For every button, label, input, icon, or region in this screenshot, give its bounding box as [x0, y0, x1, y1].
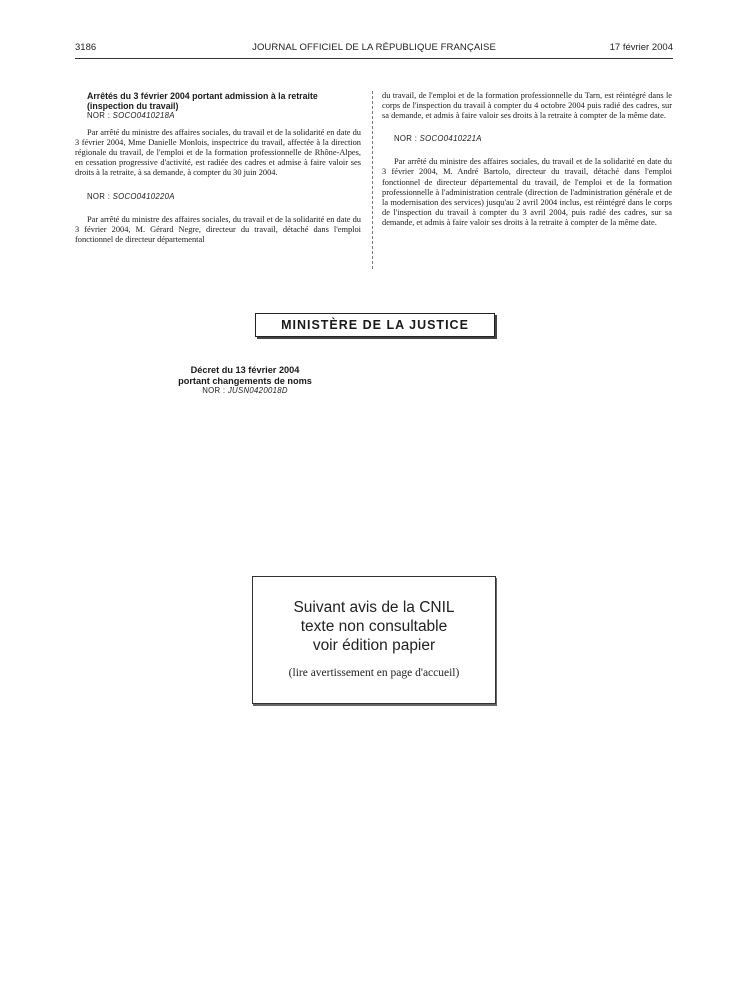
- ministry-heading: MINISTÈRE DE LA JUSTICE: [255, 313, 495, 337]
- nor-label: NOR :: [202, 386, 226, 395]
- cnil-notice-box: [252, 576, 496, 704]
- nor-code: SOCO0410221A: [419, 134, 482, 144]
- nor-label: NOR :: [87, 111, 111, 120]
- nor-code: SOCO0410220A: [112, 191, 175, 201]
- decret-title-line1: Décret du 13 février 2004: [190, 365, 300, 375]
- nor-reference: [115, 386, 375, 395]
- issue-date: 17 février 2004: [609, 42, 673, 53]
- article-title-line2: (inspection du travail): [87, 101, 179, 111]
- left-column: [75, 91, 361, 245]
- right-column: [382, 91, 672, 228]
- paragraph: Par arrêté du ministre des affaires sociales, du travail et de la solidarité en date du 3 février 2004, M. André Bartolo, directeur du travail, détaché dans l'emploi fonctionnel de directeur départemental du travail, de l'emploi et de la formation professionnelle à l'administration centrale (direction de l'administration générale et de la modernisation des services) jusqu'au 2 avril 2004 inclus, est réintégré dans le corps de l'inspection du travail à compter du 3 avril 2004, puis radié des cadres, sur sa demande, et admis à faire valoir ses droits à la retraite à compter de la même date.: [382, 157, 672, 227]
- nor-reference: [75, 111, 361, 121]
- page-number: 3186: [75, 42, 97, 53]
- nor-code: JUSN0420018D: [227, 386, 288, 395]
- column-separator: [372, 91, 373, 269]
- nor-reference: [382, 134, 672, 144]
- cnil-line1: Suivant avis de la CNIL: [293, 599, 455, 616]
- nor-label: NOR :: [394, 134, 418, 144]
- nor-code: SOCO0410218A: [112, 111, 175, 120]
- cnil-line3: voir édition papier: [312, 637, 436, 654]
- header-rule: [75, 58, 673, 59]
- cnil-line2: texte non consultable: [300, 618, 448, 635]
- paragraph: Par arrêté du ministre des affaires sociales, du travail et de la solidarité en date du 3 février 2004, Mme Danielle Monlois, inspectrice du travail, affectée à la direction régionale du travail, de l'emploi et de la formation professionnelle de Rhône-Alpes, en cessation progressive d'activité, est radiée des cadres et admise à faire valoir ses droits à la retraite, à sa demande, à compter du 30 juin 2004.: [75, 128, 361, 178]
- cnil-note: (lire avertissement en page d'accueil): [288, 667, 460, 679]
- nor-reference: [75, 192, 361, 202]
- article-title-line1: Arrêtés du 3 février 2004 portant admission à la retraite: [87, 91, 318, 101]
- paragraph-continued: du travail, de l'emploi et de la formation professionnelle du Tarn, est réintégré dans le corps de l'inspection du travail à compter du 4 octobre 2004 puis radié des cadres, sur sa demande, et admis à faire valoir ses droits à la retraite à compter de la même date.: [382, 91, 672, 121]
- paragraph: Par arrêté du ministre des affaires sociales, du travail et de la solidarité en date du 3 février 2004, M. Gérard Negre, directeur du travail, détaché dans l'emploi fonctionnel de directeur départemental: [75, 214, 361, 244]
- decret-heading: [115, 365, 375, 395]
- journal-title: JOURNAL OFFICIEL DE LA RÉPUBLIQUE FRANÇAISE: [252, 42, 496, 53]
- decret-title-line2: portant changements de noms: [178, 375, 312, 386]
- nor-label: NOR :: [87, 191, 111, 201]
- page-header: [75, 42, 673, 56]
